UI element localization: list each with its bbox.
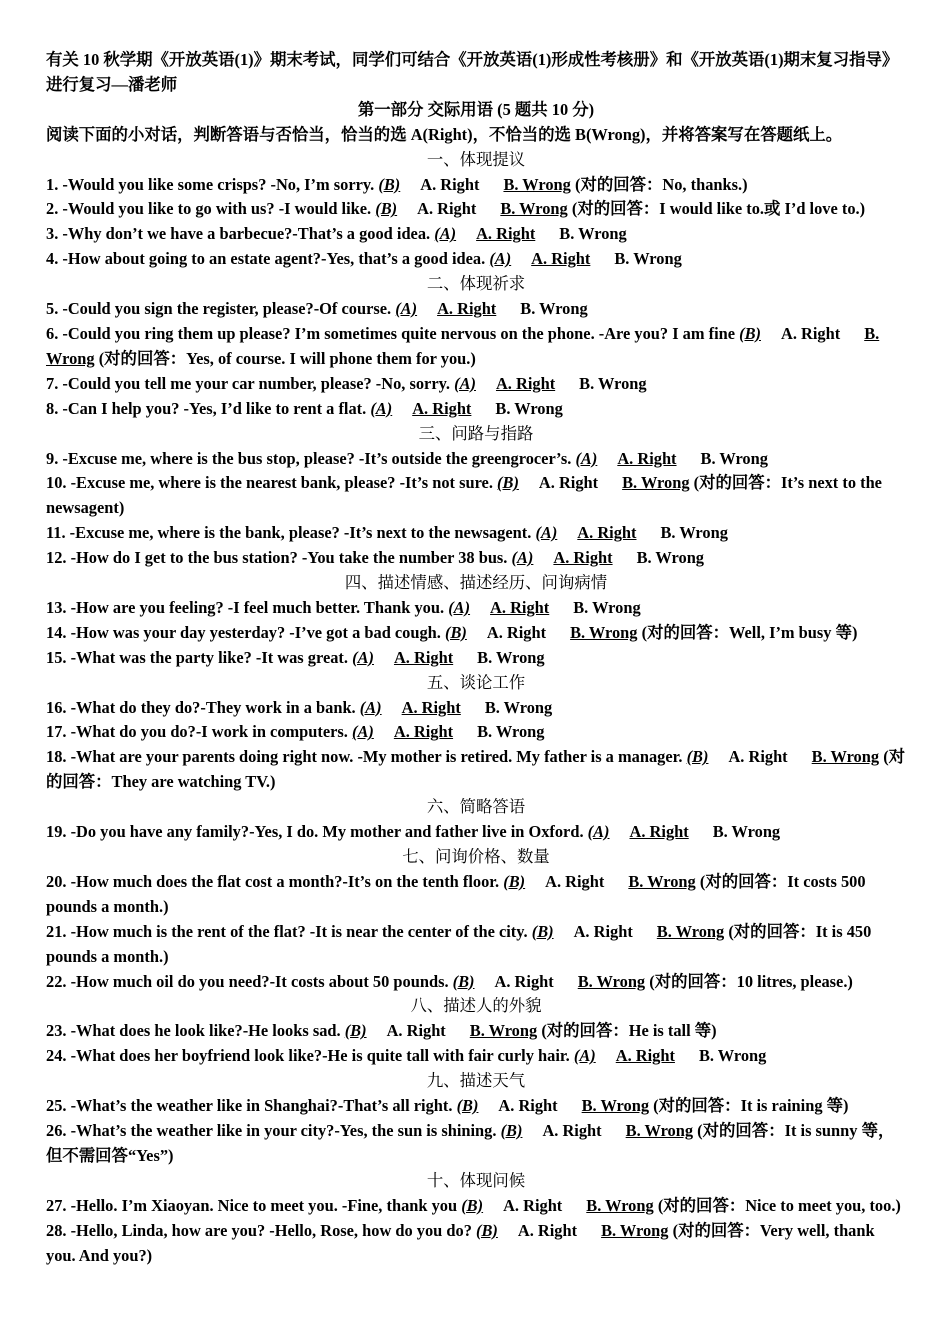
question-item [46, 447, 906, 472]
option-a: A. Right [498, 1096, 558, 1116]
option-b: B. Wrong [601, 1220, 669, 1240]
answer-key: (A) [511, 548, 534, 568]
answer-key: (B) [503, 871, 526, 891]
option-a: A. Right [531, 249, 591, 269]
answer-key: (A) [434, 224, 457, 244]
option-b: B. Wrong [656, 921, 725, 941]
question-text: 12. -How do I get to the bus station? -You take the number 38 bus. [46, 548, 508, 568]
intro-note: 有关 10 秋学期《开放英语(1)》期末考试，同学们可结合《开放英语(1)形成性考核册》和《开放英语(1)期末复习指导》进行复习—潘老师 [46, 50, 899, 94]
question-text: 13. -How are you feeling? -I feel much better. Thank you. [46, 597, 445, 617]
option-a: A. Right [401, 697, 461, 717]
question-item [46, 720, 906, 745]
question-item [46, 297, 906, 322]
correct-answer-note: (对的回答：Yes, of course. I will phone them for you.) [98, 348, 476, 368]
answer-key: (B) [452, 971, 475, 991]
answer-key: (B) [344, 1021, 367, 1041]
question-text: 23. -What does he look like?-He looks sad. [46, 1021, 341, 1041]
option-a: A. Right [781, 323, 841, 343]
correct-answer-note: (对的回答：It is 450 pounds a month.) [46, 921, 872, 966]
part-title: 第一部分 交际用语 (5 题共 10 分) [357, 99, 595, 119]
answer-key: (B) [378, 174, 401, 194]
answer-key: (B) [456, 1096, 479, 1116]
question-item [46, 1044, 906, 1069]
option-a: A. Right [517, 1220, 578, 1240]
answer-key: (A) [587, 822, 610, 842]
question-text: 26. -What’s the weather like in your city?-Yes, the sun is shining. [46, 1120, 497, 1140]
answer-key: (A) [575, 448, 598, 468]
answer-key: (A) [448, 597, 471, 617]
option-a: A. Right [577, 523, 637, 543]
option-a: A. Right [573, 921, 633, 941]
option-a: A. Right [437, 299, 497, 319]
correct-answer-note: (对的回答：It is raining 等) [653, 1096, 849, 1116]
answer-key: (B) [445, 622, 467, 642]
correct-answer-note: (对的回答：Nice to meet you, too.) [657, 1195, 901, 1215]
correct-answer-note: (对的回答：Very well, thank you. And you?) [46, 1220, 875, 1265]
option-a: A. Right [545, 871, 605, 891]
option-b: B. Wrong [660, 523, 728, 543]
answer-key: (A) [395, 299, 418, 319]
option-b: B. Wrong [570, 622, 638, 642]
section-heading: 六、简略答语 [426, 797, 526, 817]
option-a: A. Right [615, 1046, 675, 1066]
option-b: B. Wrong [636, 548, 705, 568]
answer-key: (A) [359, 697, 382, 717]
question-text: 22. -How much oil do you need?-It costs about 50 pounds. [46, 971, 449, 991]
question-item [46, 870, 906, 920]
question-sections [46, 148, 906, 1269]
question-text: 28. -Hello, Linda, how are you? -Hello, Rose, how do you do? [46, 1220, 472, 1240]
question-item [46, 1019, 906, 1044]
section-heading: 二、体现祈求 [426, 274, 526, 294]
option-b: B. Wrong [712, 822, 781, 842]
question-text: 15. -What was the party like? -It was great. [46, 647, 348, 667]
option-b: B. Wrong [520, 299, 588, 319]
question-item [46, 820, 906, 845]
question-text: 14. -How was your day yesterday? -I’ve got a bad cough. [46, 622, 441, 642]
instructions: 阅读下面的小对话，判断答语与否恰当，恰当的选 A(Right)，不恰当的选 B(Wrong)，并将答案写在答题纸上。 [46, 124, 843, 144]
question-item [46, 1119, 906, 1169]
option-a: A. Right [542, 1120, 602, 1140]
answer-key: (B) [476, 1220, 498, 1240]
answer-key: (A) [370, 398, 393, 418]
correct-answer-note: (对的回答：10 litres, please.) [649, 971, 853, 991]
question-text: 18. -What are your parents doing right now. -My mother is retired. My father is a manager. [46, 747, 683, 767]
question-item [46, 521, 906, 546]
section-heading: 七、问询价格、数量 [402, 847, 550, 866]
option-a: A. Right [417, 199, 477, 219]
option-b: B. Wrong [614, 249, 682, 269]
question-text: 7. -Could you tell me your car number, please? -No, sorry. [46, 373, 450, 393]
option-a: A. Right [728, 747, 788, 767]
question-text: 10. -Excuse me, where is the nearest bank, please? -It’s not sure. [46, 473, 493, 493]
option-b: B. Wrong [559, 224, 627, 244]
question-item [46, 1094, 906, 1119]
option-a: A. Right [490, 597, 550, 617]
question-item [46, 696, 906, 721]
option-a: A. Right [503, 1195, 563, 1215]
option-b: B. Wrong [586, 1195, 654, 1215]
question-item [46, 546, 906, 571]
answer-key: (A) [352, 722, 374, 742]
question-item [46, 596, 906, 621]
correct-answer-note: (对的回答：It’s next to the newsagent) [46, 473, 882, 518]
question-item [46, 372, 906, 397]
option-a: A. Right [386, 1021, 446, 1041]
question-item [46, 247, 906, 272]
option-b: B. Wrong [700, 448, 768, 468]
question-text: 9. -Excuse me, where is the bus stop, please? -It’s outside the greengrocer’s. [46, 448, 572, 468]
section-heading: 五、谈论工作 [426, 672, 526, 692]
question-text: 16. -What do they do?-They work in a bank. [46, 697, 356, 717]
option-b: B. Wrong [477, 647, 545, 667]
answer-key: (A) [454, 373, 476, 393]
option-a: A. Right [476, 224, 536, 244]
answer-key: (B) [500, 1120, 523, 1140]
question-text: 2. -Would you like to go with us? -I would like. [46, 199, 372, 219]
section-heading: 九、描述天气 [426, 1071, 526, 1091]
question-item [46, 471, 906, 521]
correct-answer-note: (对的回答：They are watching TV.) [46, 747, 906, 792]
answer-key: (B) [461, 1195, 484, 1215]
option-a: A. Right [553, 548, 613, 568]
answer-key: (B) [375, 199, 398, 219]
option-a: A. Right [393, 722, 454, 742]
option-b: B. Wrong [579, 373, 647, 393]
option-a: A. Right [486, 622, 547, 642]
option-a: A. Right [495, 373, 556, 393]
option-b: B. Wrong [484, 697, 553, 717]
answer-key: (B) [531, 921, 554, 941]
answer-key: (A) [352, 647, 374, 667]
question-item [46, 920, 906, 970]
option-b: B. Wrong [625, 1120, 694, 1140]
option-a: A. Right [494, 971, 554, 991]
question-text: 5. -Could you sign the register, please?-Of course. [46, 299, 392, 319]
answer-key: (A) [535, 523, 558, 543]
answer-key: (B) [739, 323, 761, 343]
option-b: B. Wrong [573, 597, 641, 617]
question-item [46, 621, 906, 646]
correct-answer-note: (对的回答：No, thanks.) [574, 174, 748, 194]
question-text: 11. -Excuse me, where is the bank, please? -It’s next to the newsagent. [46, 523, 532, 543]
question-text: 3. -Why don’t we have a barbecue?-That’s a good idea. [46, 224, 431, 244]
question-item [46, 745, 906, 795]
option-a: A. Right [617, 448, 677, 468]
option-a: A. Right [393, 647, 454, 667]
answer-key: (A) [573, 1046, 596, 1066]
correct-answer-note: (对的回答：Well, I’m busy 等) [641, 622, 858, 642]
question-item [46, 173, 906, 198]
question-text: 21. -How much is the rent of the flat? -It is near the center of the city. [46, 921, 528, 941]
question-text: 25. -What’s the weather like in Shanghai?-That’s all right. [46, 1096, 453, 1116]
question-text: 27. -Hello. I’m Xiaoyan. Nice to meet you. -Fine, thank you [46, 1195, 458, 1215]
question-item [46, 322, 906, 372]
question-item [46, 197, 906, 222]
question-text: 17. -What do you do?-I work in computers. [46, 722, 348, 742]
option-b: B. Wrong [500, 199, 568, 219]
question-item [46, 970, 906, 995]
option-a: A. Right [538, 473, 599, 493]
section-heading: 三、问路与指路 [418, 423, 534, 443]
section-heading: 十、体现问候 [426, 1170, 526, 1190]
section-heading: 八、描述人的外貌 [410, 996, 542, 1016]
option-a: A. Right [420, 174, 480, 194]
option-b: B. Wrong [622, 473, 690, 493]
question-text: 24. -What does her boyfriend look like?-He is quite tall with fair curly hair. [46, 1046, 570, 1066]
question-text: 6. -Could you ring them up please? I’m sometimes quite nervous on the phone. -Are you? I am fine [46, 323, 736, 343]
option-b: B. Wrong [495, 398, 563, 418]
option-b: B. Wrong [477, 722, 545, 742]
correct-answer-note: (对的回答：He is tall 等) [541, 1021, 717, 1041]
option-a: A. Right [629, 822, 689, 842]
question-text: 20. -How much does the flat cost a month?-It’s on the tenth floor. [46, 871, 500, 891]
question-item [46, 646, 906, 671]
section-heading: 一、体现提议 [426, 149, 526, 169]
option-b: B. Wrong [46, 323, 880, 368]
option-b: B. Wrong [581, 1096, 650, 1116]
answer-key: (B) [686, 747, 709, 767]
question-text: 1. -Would you like some crisps? -No, I’m sorry. [46, 174, 375, 194]
option-b: B. Wrong [503, 174, 571, 194]
option-b: B. Wrong [469, 1021, 538, 1041]
section-heading: 四、描述情感、描述经历、问询病情 [344, 573, 608, 593]
question-text: 19. -Do you have any family?-Yes, I do. My mother and father live in Oxford. [46, 822, 584, 842]
question-item [46, 397, 906, 422]
question-text: 4. -How about going to an estate agent?-Yes, that’s a good idea. [46, 249, 486, 269]
answer-key: (B) [497, 473, 519, 493]
option-a: A. Right [412, 398, 472, 418]
correct-answer-note: (对的回答：I would like to.或 I’d love to.) [571, 199, 866, 219]
question-item [46, 222, 906, 247]
option-b: B. Wrong [577, 971, 646, 991]
question-item [46, 1219, 906, 1269]
answer-key: (A) [489, 249, 512, 269]
question-item [46, 1194, 906, 1219]
correct-answer-note: (对的回答：It costs 500 pounds a month.) [46, 871, 866, 916]
question-text: 8. -Can I help you? -Yes, I’d like to rent a flat. [46, 398, 367, 418]
option-b: B. Wrong [811, 747, 880, 767]
option-b: B. Wrong [628, 871, 696, 891]
correct-answer-note: (对的回答：It is sunny 等，但不需回答“Yes”) [46, 1120, 895, 1165]
option-b: B. Wrong [698, 1046, 767, 1066]
